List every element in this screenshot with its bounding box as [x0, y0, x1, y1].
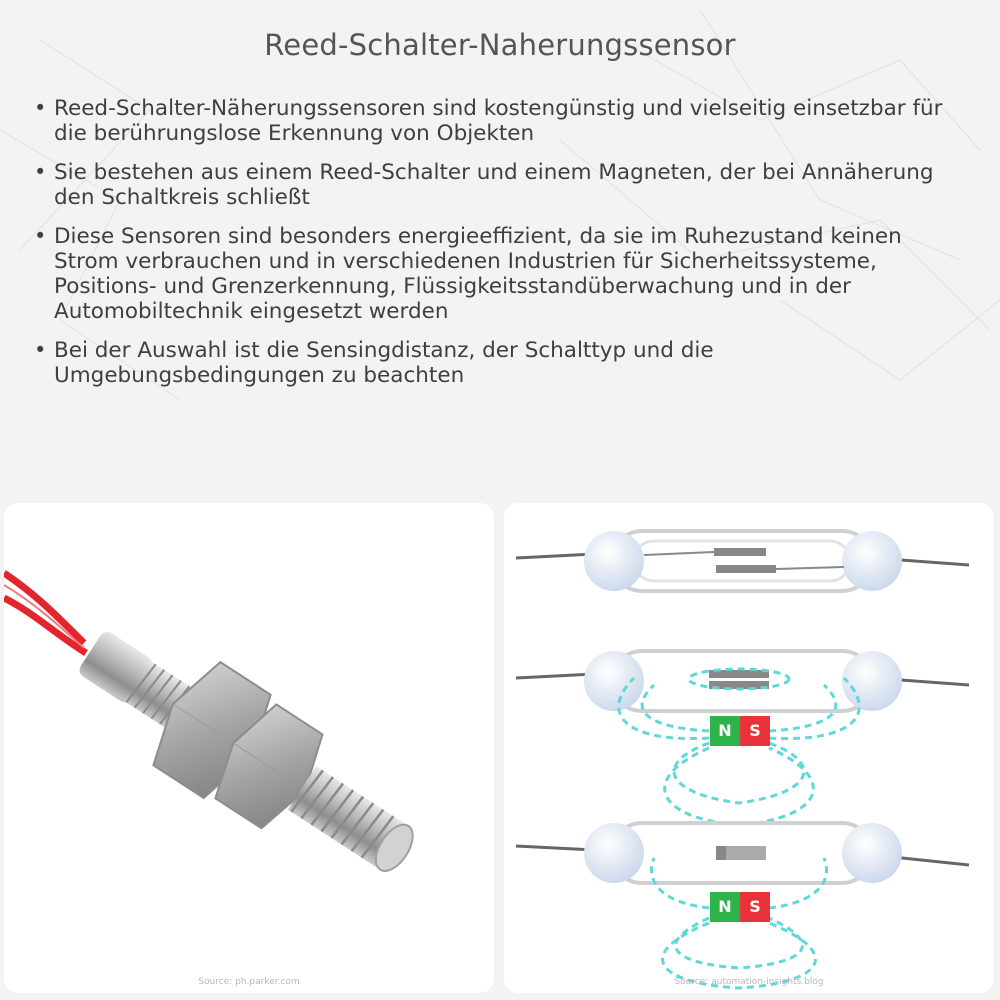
bullet-dot: •	[34, 338, 47, 362]
reed-switch-diagram-panel	[504, 503, 994, 993]
sensor-photo-panel	[4, 503, 494, 993]
bullet-dot: •	[34, 160, 47, 184]
bullet-item	[30, 338, 960, 388]
bullet-list	[30, 96, 960, 402]
bullet-text: Diese Sensoren sind besonders energieeffizient, da sie im Ruhezustand keinen Strom verbrauchen und in verschiedenen Industrien für Sicherheitssysteme, Positions- und Grenzerkennung, Flüssigkeitsstandüberwachung und in der Automobiltechnik eingesetzt werden	[54, 224, 902, 324]
reed-switch-open	[516, 531, 969, 591]
image-source-left: Source: ph.parker.com	[198, 977, 300, 987]
bullet-text: Sie bestehen aus einem Reed-Schalter und einem Magneten, der bei Annäherung den Schaltkreis schließt	[54, 160, 934, 210]
magnet-south-pole: S	[740, 716, 770, 746]
bullet-item	[30, 160, 960, 210]
image-source-right: Source: automation-insights.blog	[674, 977, 824, 987]
bullet-item	[30, 224, 960, 324]
magnet-north-pole: N	[710, 892, 740, 922]
magnet-north-pole: N	[710, 716, 740, 746]
bullet-item	[30, 96, 960, 146]
reed-sensor-bolt-photo-icon	[4, 503, 494, 993]
bullet-text: Bei der Auswahl ist die Sensingdistanz, der Schalttyp und die Umgebungsbedingungen zu beachten	[54, 338, 714, 388]
bullet-dot: •	[34, 224, 47, 248]
bullet-dot: •	[34, 96, 47, 120]
page-title: Reed-Schalter-Naherungssensor	[264, 28, 736, 62]
bullet-text: Reed-Schalter-Näherungssensoren sind kostengünstig und vielseitig einsetzbar für die berührungslose Erkennung von Objekten	[54, 96, 943, 146]
magnet-south-pole: S	[740, 892, 770, 922]
